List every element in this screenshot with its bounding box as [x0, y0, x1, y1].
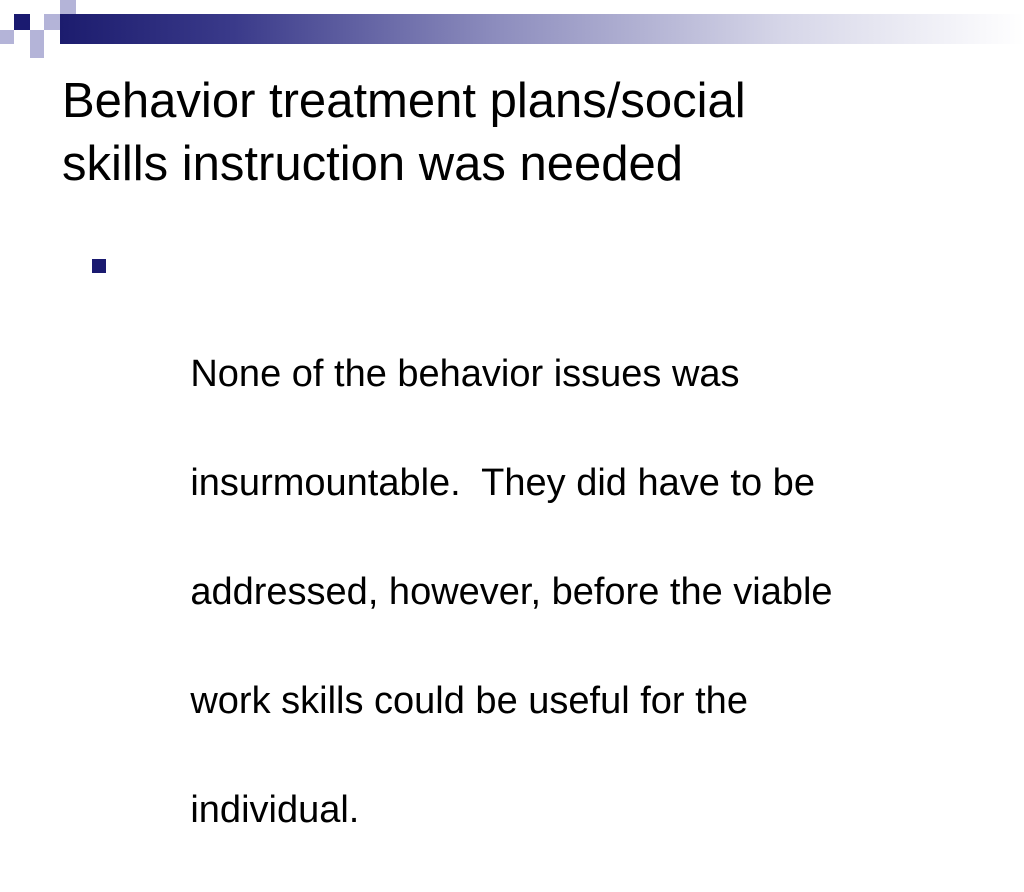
- bullet-item: [90, 238, 910, 892]
- slide-title-line: Behavior treatment plans/social: [62, 74, 746, 128]
- decorative-square: [30, 44, 44, 58]
- decorative-square: [44, 30, 60, 44]
- bullet-text-line: individual.: [190, 789, 360, 831]
- slide-title: [62, 70, 962, 196]
- decorative-square: [44, 14, 60, 30]
- decorative-square: [60, 0, 76, 14]
- header-gradient-bar: [60, 14, 1024, 44]
- slide-title-line: skills instruction was needed: [62, 137, 683, 191]
- decorative-square: [14, 14, 30, 30]
- bullet-list: [90, 238, 910, 892]
- decorative-square: [0, 30, 14, 44]
- bullet-text-line: insurmountable. They did have to be: [190, 462, 815, 504]
- decorative-square: [30, 14, 44, 28]
- bullet-text-line: None of the behavior issues was: [190, 353, 740, 395]
- square-bullet-icon: [92, 259, 106, 273]
- decorative-square: [30, 30, 44, 44]
- bullet-text-line: addressed, however, before the viable: [190, 571, 833, 613]
- bullet-text-line: work skills could be useful for the: [190, 680, 748, 722]
